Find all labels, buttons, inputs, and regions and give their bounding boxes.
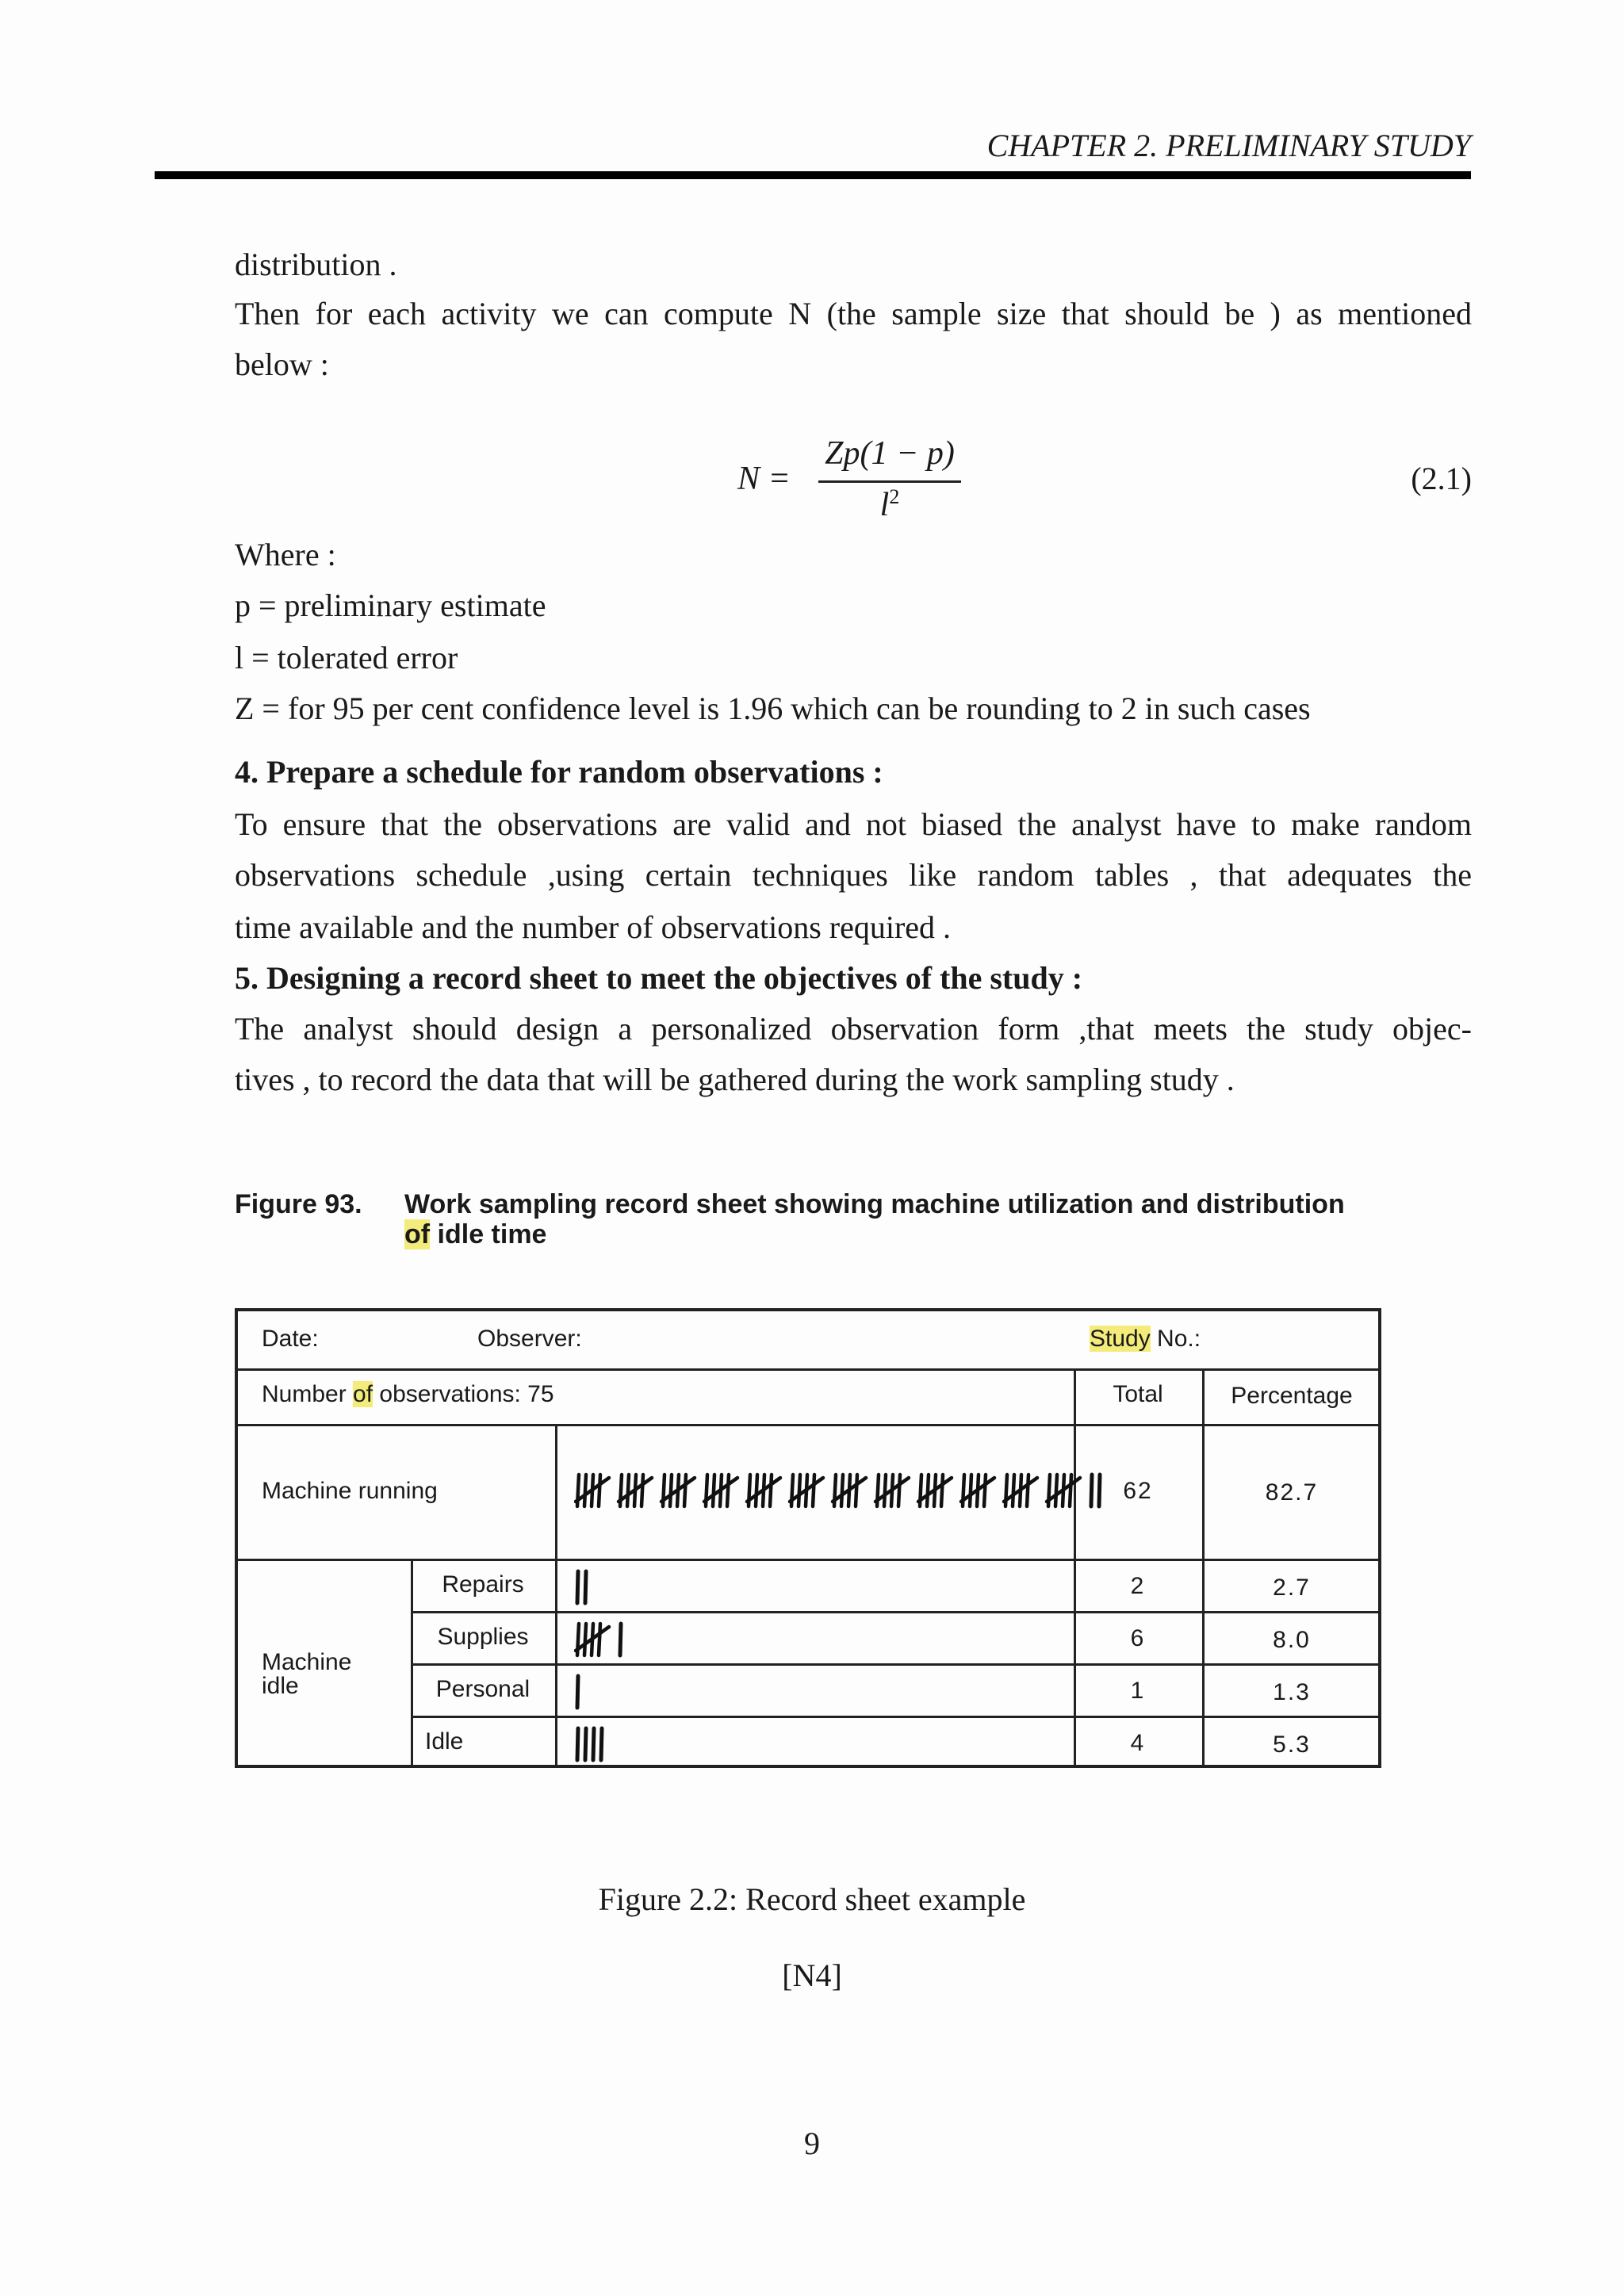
text-line: The analyst should design a personalized observation form ,that meets the study objec- <box>235 1011 1472 1047</box>
tally-stroke <box>627 1475 629 1506</box>
text-line: To ensure that the observations are valid and not biased the analyst have to make random <box>235 806 1472 842</box>
text-line: Where : <box>235 537 336 572</box>
tally-stroke <box>898 1475 900 1506</box>
total-header: Total <box>1113 1381 1163 1407</box>
figure-title-part2: idle time <box>430 1219 547 1249</box>
step4-heading: 4. Prepare a schedule for random observations : <box>235 754 883 790</box>
equation-numerator: Zp(1 − p) <box>825 435 955 472</box>
row-label-supplies: Supplies <box>437 1624 529 1650</box>
figure-title <box>404 1189 1396 1249</box>
rule <box>238 1368 1378 1371</box>
header-rule <box>155 171 1471 179</box>
text-line: Then for each activity we can compute N (the sample size that should be ) as mentioned <box>235 296 1472 331</box>
tally-stroke <box>1055 1475 1057 1506</box>
rule <box>555 1559 557 1765</box>
tally-stroke <box>577 1676 578 1708</box>
tally-stroke <box>727 1475 729 1506</box>
tally-stroke <box>601 1728 602 1760</box>
tally-marks-running <box>574 1470 1112 1510</box>
tally-stroke <box>642 1475 643 1506</box>
row-label-repairs: Repairs <box>442 1571 524 1598</box>
text-line: below : <box>235 346 329 382</box>
denominator-base: l <box>879 487 890 523</box>
machine-running-label: Machine running <box>262 1478 438 1504</box>
tally-stroke <box>1027 1475 1028 1506</box>
observer-label: Observer: <box>477 1326 582 1352</box>
percentage-idle: 5.3 <box>1273 1732 1311 1758</box>
tally-marks-repairs <box>574 1567 598 1606</box>
text-line: Z = for 95 per cent confidence level is 1.96 which can be rounding to 2 in such cases <box>235 691 1311 726</box>
observations-text: Number <box>262 1381 354 1407</box>
tally-stroke <box>970 1475 971 1506</box>
text-line: time available and the number of observations required . <box>235 909 952 945</box>
denominator-exponent: 2 <box>889 485 900 508</box>
running-head: CHAPTER 2. PRELIMINARY STUDY <box>986 128 1471 163</box>
total-idle: 4 <box>1130 1730 1146 1756</box>
fraction-bar <box>818 480 961 483</box>
tally-marks-idle <box>574 1724 614 1763</box>
highlighted-word: of <box>353 1381 373 1407</box>
total-supplies: 6 <box>1130 1625 1146 1651</box>
percentage-header: Percentage <box>1231 1383 1353 1409</box>
text-line: observations schedule ,using certain techniques like random tables , that adequates the <box>235 857 1472 893</box>
highlighted-word: Study <box>1090 1326 1151 1352</box>
figure-title-part1: Work sampling record sheet showing machine utilization and distribution <box>404 1189 1345 1219</box>
tally-stroke <box>684 1475 686 1506</box>
text-line: l = tolerated error <box>235 640 458 675</box>
tally-stroke <box>713 1475 714 1506</box>
tally-svg <box>574 1568 598 1606</box>
tally-svg <box>574 1673 590 1711</box>
tally-marks-personal <box>574 1671 590 1711</box>
record-sheet <box>235 1308 1381 1768</box>
tally-stroke <box>577 1571 578 1603</box>
tally-stroke <box>756 1475 757 1506</box>
equation-lhs: N = <box>737 461 791 497</box>
percentage-repairs: 2.7 <box>1273 1575 1311 1601</box>
tally-svg <box>574 1471 1112 1510</box>
machine-idle-label: Machine idle <box>262 1649 352 1699</box>
rule <box>1074 1368 1076 1765</box>
page-number: 9 <box>804 2126 820 2161</box>
total-personal: 1 <box>1130 1678 1146 1704</box>
tally-svg <box>574 1725 614 1763</box>
tally-stroke <box>599 1624 600 1655</box>
tally-marks-supplies <box>574 1619 633 1659</box>
equation-number: (2.1) <box>1411 461 1472 496</box>
tally-stroke <box>670 1475 672 1506</box>
rule <box>555 1424 557 1559</box>
tally-stroke <box>620 1624 621 1655</box>
equation-denominator <box>818 485 961 524</box>
tally-stroke <box>584 1475 586 1506</box>
percentage-supplies: 8.0 <box>1273 1627 1311 1653</box>
date-label: Date: <box>262 1326 319 1352</box>
observations-text: observations: 75 <box>373 1381 554 1407</box>
tally-stroke <box>1070 1475 1071 1506</box>
tally-stroke <box>813 1475 814 1506</box>
text-line: p = preliminary estimate <box>235 587 546 623</box>
figure-reference: [N4] <box>782 1957 842 1993</box>
study-no-text: No.: <box>1150 1326 1201 1352</box>
observations-count <box>262 1381 554 1408</box>
tally-stroke <box>584 1624 586 1655</box>
tally-stroke <box>585 1728 586 1760</box>
total-repairs: 2 <box>1130 1573 1146 1599</box>
study-number-label <box>1090 1326 1201 1353</box>
running-percentage: 82.7 <box>1265 1479 1319 1506</box>
tally-stroke <box>841 1475 843 1506</box>
tally-stroke <box>799 1475 800 1506</box>
text-line: distribution . <box>235 247 397 282</box>
rule <box>238 1424 1378 1426</box>
tally-stroke <box>884 1475 886 1506</box>
text-line: tives , to record the data that will be gathered during the work sampling study . <box>235 1062 1235 1097</box>
running-total: 62 <box>1123 1478 1153 1504</box>
figure-caption: Figure 2.2: Record sheet example <box>598 1881 1026 1917</box>
tally-stroke <box>984 1475 986 1506</box>
figure-label: Figure 93. <box>235 1189 362 1219</box>
tally-stroke <box>577 1728 578 1760</box>
highlighted-word: of <box>404 1219 431 1249</box>
tally-stroke <box>585 1571 586 1603</box>
tally-stroke <box>593 1728 594 1760</box>
step5-heading: 5. Designing a record sheet to meet the objectives of the study : <box>235 960 1083 996</box>
tally-stroke <box>941 1475 943 1506</box>
tally-stroke <box>856 1475 857 1506</box>
tally-svg <box>574 1621 633 1659</box>
rule <box>238 1559 1378 1561</box>
row-label-idle: Idle <box>425 1728 464 1755</box>
percentage-personal: 1.3 <box>1273 1679 1311 1705</box>
tally-stroke <box>927 1475 929 1506</box>
row-label-personal: Personal <box>435 1676 530 1702</box>
tally-stroke <box>599 1475 600 1506</box>
tally-stroke <box>770 1475 772 1506</box>
tally-stroke <box>1013 1475 1014 1506</box>
